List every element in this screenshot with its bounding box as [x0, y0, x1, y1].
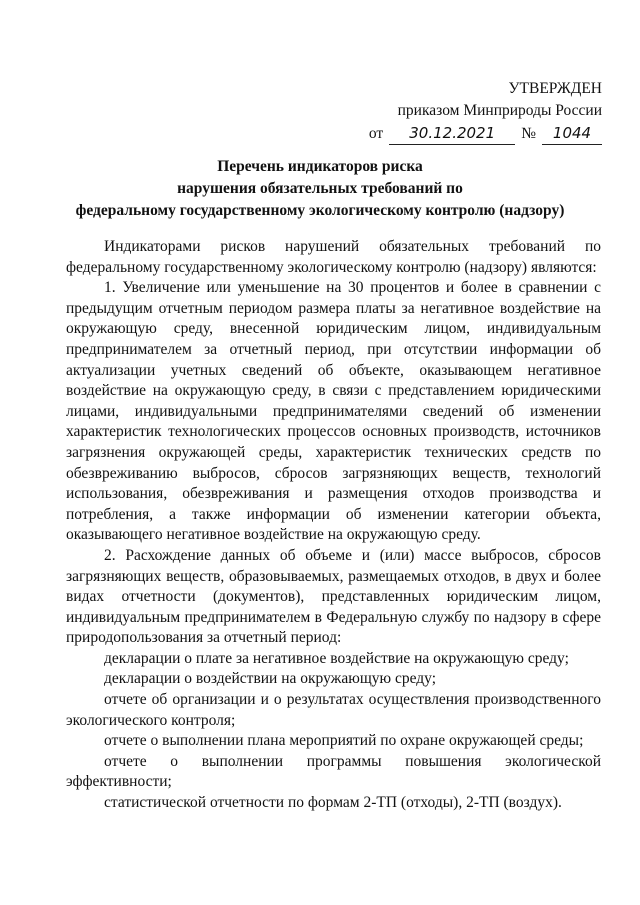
indicator-item-1: 1. Увеличение или уменьшение на 30 процентов и более в сравнении с предыдущим отчетным периодом размера платы за негативное воздействие на окружающую среду, внесенной юридическим лицом, индивидуальным предпринимателем за отчетный период, при отсутствии информации об актуализации учетных сведений об объекте, оказывающем негативное воздействие на окружающую среду, в связи с представлением юридическими лицами, индивидуальными предпринимателями сведений об изменении характеристик технологических процессов основных производств, источников загрязнения окружающей среды, характеристик технических средств по обезвреживанию выбросов, сбросов загрязняющих веществ, технологий использования, обезвреживания и размещения отходов производства и потребления, а также информации об изменении категории объекта, оказывающего негативное воздействие на окружающую среду.: [66, 279, 601, 544]
report-type-2: декларации о воздействии на окружающую среду;: [104, 670, 437, 688]
report-type-5: отчете о выполнении программы повышения экологической эффективности;: [66, 752, 601, 791]
heading-line-3: федеральному государственному экологическому контролю (надзору): [75, 202, 565, 219]
number-prefix: №: [521, 125, 536, 142]
approval-title: УТВЕРЖДЕН: [508, 80, 602, 97]
date-prefix: от: [368, 125, 384, 142]
report-type-6: статистической отчетности по формам 2-ТП (отходы), 2-ТП (воздух).: [104, 794, 562, 812]
report-type-1: декларации о плате за негативное воздействие на окружающую среду;: [104, 649, 569, 667]
handwritten-number: 1044: [542, 122, 602, 145]
indicator-item-2: 2. Расхождение данных об объеме и (или) массе выбросов, сбросов загрязняющих веществ, образовываемых, размещаемых отходов, в двух и более видах отчетности (документов), представленных юридическим лицом, индивидуальным предпринимателем в Федеральную службу по надзору в сфере природопользования за отчетный период:: [66, 546, 601, 647]
document-body: [66, 237, 601, 814]
report-type-4: отчете о выполнении плана мероприятий по охране окружающей среды;: [104, 732, 584, 750]
handwritten-date: 30.12.2021: [389, 122, 515, 145]
approval-order-line: приказом Минприроды России: [397, 102, 602, 119]
approval-block: [369, 78, 602, 145]
approval-date-line: [369, 122, 602, 145]
document-heading: [40, 156, 600, 222]
heading-line-2: нарушения обязательных требований по: [177, 180, 463, 197]
heading-line-1: Перечень индикаторов риска: [217, 158, 423, 175]
intro-paragraph: Индикаторами рисков нарушений обязательных требований по федеральному государственному экологическому контролю (надзору) являются:: [66, 238, 601, 276]
report-type-3: отчете об организации и о результатах осуществления производственного экологического контроля;: [66, 691, 601, 729]
